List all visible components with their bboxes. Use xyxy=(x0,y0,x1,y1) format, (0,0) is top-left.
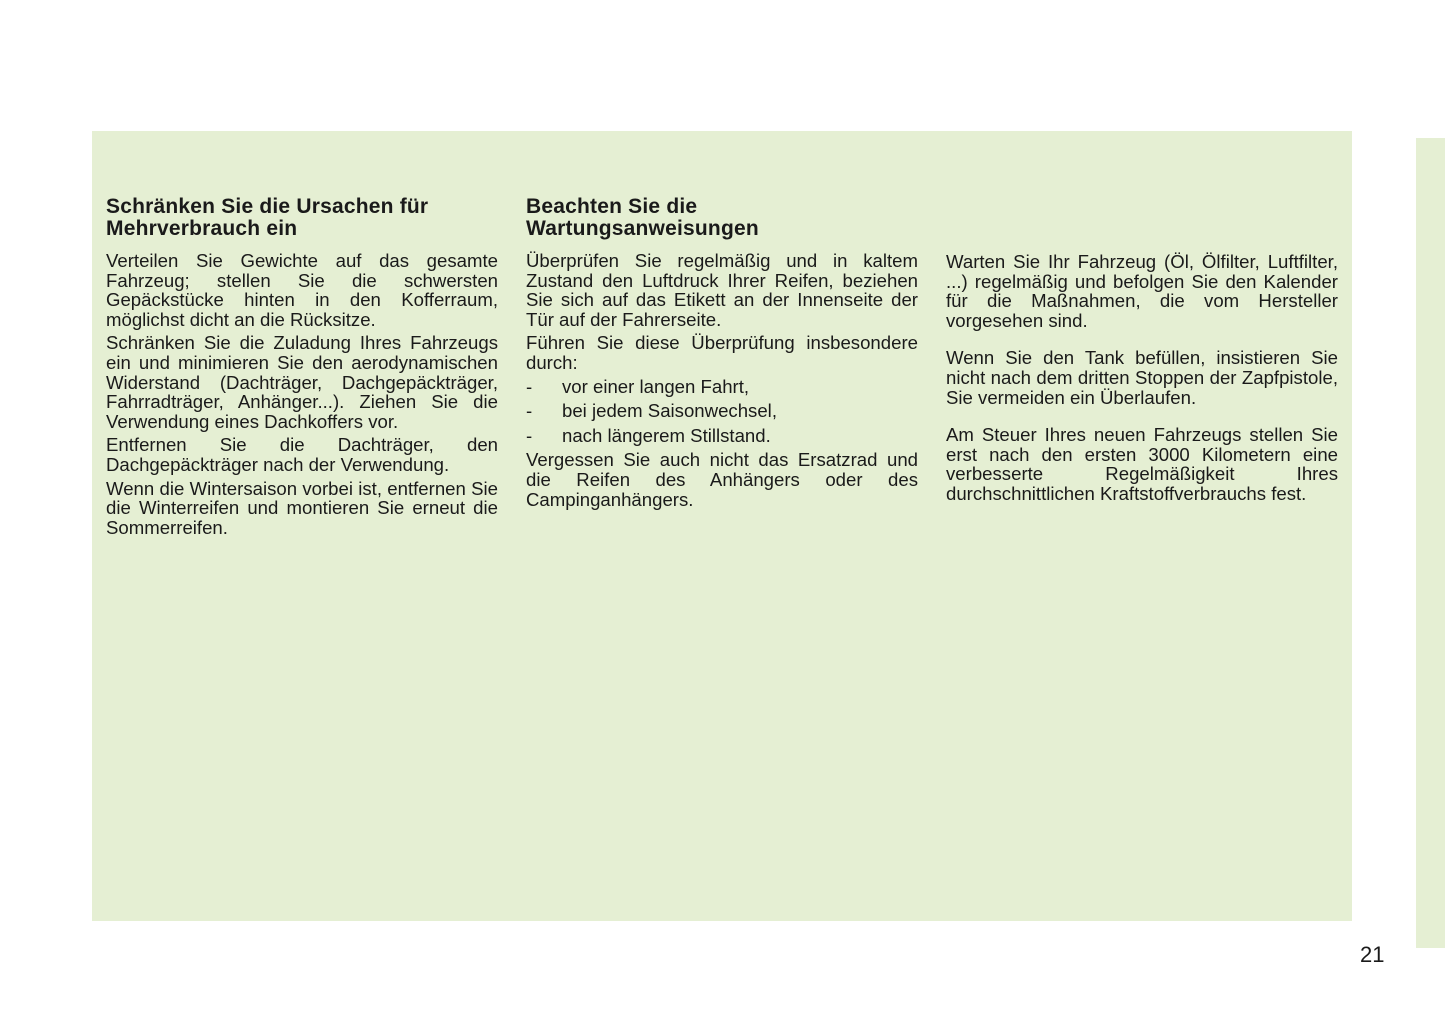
paragraph: Vergessen Sie auch nicht das Ersatzrad und die Reifen des Anhängers oder des Campinganhängers. xyxy=(526,449,918,510)
heading-maintenance: Beachten Sie die Wartungsanweisungen xyxy=(526,195,759,240)
list-item xyxy=(526,377,918,397)
column-maintenance-continued xyxy=(946,252,1338,522)
paragraph: Wenn Sie den Tank befüllen, insistieren Sie nicht nach dem dritten Stoppen der Zapfpistole, Sie vermeiden ein Überlaufen. xyxy=(946,347,1338,408)
check-occasions-list xyxy=(526,377,918,446)
list-item-text: nach längerem Stillstand. xyxy=(562,424,771,446)
paragraph: Entfernen Sie die Dachträger, den Dachgepäckträger nach der Verwendung. xyxy=(106,434,498,475)
column-consumption-causes xyxy=(106,196,498,541)
paragraph: Führen Sie diese Überprüfung insbesondere durch: xyxy=(526,332,918,373)
paragraph: Am Steuer Ihres neuen Fahrzeugs stellen Sie erst nach den ersten 3000 Kilometern eine verbesserte Regelmäßigkeit Ihres durchschnittlichen Kraftstoffverbrauchs fest. xyxy=(946,424,1338,504)
paragraph: Schränken Sie die Zuladung Ihres Fahrzeugs ein und minimieren Sie den aerodynamischen Widerstand (Dachträger, Dachgepäckträger, Fahrradträger, Anhänger...). Ziehen Sie die Verwendung eines Dachkoffers vor. xyxy=(106,332,498,432)
paragraph: Wenn die Wintersaison vorbei ist, entfernen Sie die Winterreifen und montieren Sie erneut die Sommerreifen. xyxy=(106,477,498,538)
paragraph: Überprüfen Sie regelmäßig und in kaltem Zustand den Luftdruck Ihrer Reifen, beziehen Sie sich auf das Etikett an der Innenseite der Tür auf der Fahrerseite. xyxy=(526,250,918,330)
side-tab-strip xyxy=(1416,138,1445,948)
dash-bullet-icon: - xyxy=(526,424,533,446)
list-item xyxy=(526,401,918,421)
paragraph: Warten Sie Ihr Fahrzeug (Öl, Ölfilter, Luftfilter, ...) regelmäßig und befolgen Sie den Kalender für die Maßnahmen, die vom Hersteller vorgesehen sind. xyxy=(946,251,1338,331)
page-number: 21 xyxy=(1360,942,1385,967)
list-item xyxy=(526,426,918,446)
list-item-text: vor einer langen Fahrt, xyxy=(562,375,750,397)
dash-bullet-icon: - xyxy=(526,375,533,397)
dash-bullet-icon: - xyxy=(526,400,533,422)
column-maintenance xyxy=(526,196,918,513)
paragraph: Verteilen Sie Gewichte auf das gesamte Fahrzeug; stellen Sie die schwersten Gepäckstücke hinten in den Kofferraum, möglichst dicht an die Rücksitze. xyxy=(106,250,498,330)
heading-consumption-causes: Schränken Sie die Ursachen für Mehrverbrauch ein xyxy=(106,195,429,240)
list-item-text: bei jedem Saisonwechsel, xyxy=(562,400,777,422)
